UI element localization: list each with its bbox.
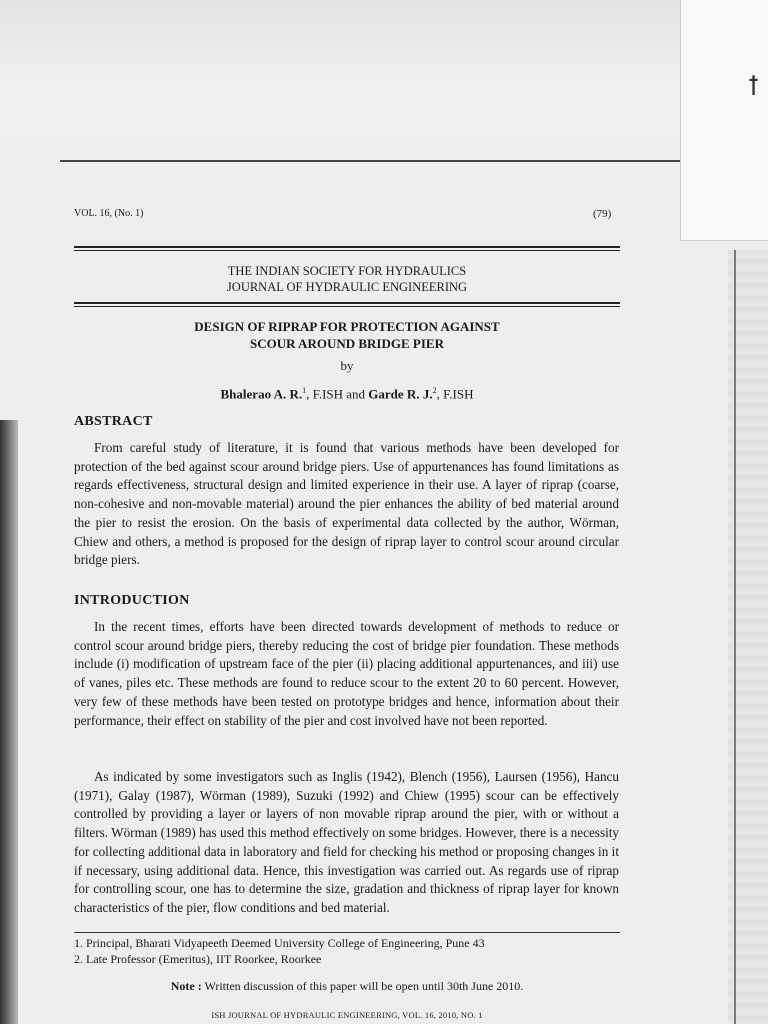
article-title — [74, 318, 620, 352]
author-1-suffix: , F.ISH and — [306, 386, 369, 402]
right-page-border — [734, 250, 736, 1024]
author-1-name: Bhalerao A. R. — [220, 386, 303, 402]
journal-name: JOURNAL OF HYDRAULIC ENGINEERING — [226, 280, 468, 294]
scan-top-margin — [0, 0, 768, 170]
title-line-2: SCOUR AROUND BRIDGE PIER — [250, 336, 444, 351]
author-2-suffix: , F.ISH — [436, 386, 474, 402]
author-1-sup: 1 — [302, 386, 307, 395]
header-rule-top — [74, 246, 620, 251]
journal-masthead — [74, 263, 620, 295]
journal-page — [60, 190, 620, 1024]
volume-label: VOL. 16, (No. 1) — [74, 208, 144, 219]
introduction-heading: INTRODUCTION — [74, 593, 190, 608]
page-number: (79) — [593, 208, 612, 220]
discussion-note — [74, 979, 620, 994]
adjacent-page-edge — [680, 0, 768, 241]
introduction-paragraph-1: In the recent times, efforts have been directed towards development of methods to reduce or control scour around bridge piers, thereby reducing the cost of bridge pier foundation. These methods include (i) modification of upstream face of the pier (ii) placing additional appurtenances, and iii) use of vanes, piles etc. These methods are found to reduce scour to the extent 20 to 60 percent. However, very few of these methods have been tested on prototype bridges and hence, information about their performance, their effect on stability of the pier and cost involved have not been reported. — [74, 619, 619, 728]
abstract-heading: ABSTRACT — [74, 414, 153, 429]
scan-rule — [60, 160, 760, 162]
handwritten-mark: ꝉ — [748, 72, 760, 101]
title-line-1: DESIGN OF RIPRAP FOR PROTECTION AGAINST — [194, 319, 500, 334]
by-label: by — [340, 358, 354, 373]
footnote-rule — [74, 932, 620, 933]
footnote-2: 2. Late Professor (Emeritus), IIT Roorkee, Roorkee — [74, 952, 322, 966]
society-name: THE INDIAN SOCIETY FOR HYDRAULICS — [227, 264, 467, 278]
book-binding — [0, 420, 18, 1024]
note-label: Note : — [170, 979, 202, 993]
footnote-1: 1. Principal, Bharati Vidyapeeth Deemed University College of Engineering, Pune 43 — [74, 936, 485, 950]
introduction-paragraph-2: As indicated by some investigators such as Inglis (1942), Blench (1956), Laursen (1956), Hancu (1971), Galay (1987), Wörman (1989), Suzuki (1992) and Chiew (1995) scour can be effectively controlled by providing a layer or layers of non movable riprap around the pier, with or without a filters. Wörman (1989) has used this method effectively on some bridges. However, there is a necessity for collecting additional data in laboratory and field for checking his method or proposing changes in it if necessary, using additional data. Hence, this investigation was carried out. As regards use of riprap for controlling scour, one has to determine the size, gradation and thickness of riprap layer for known characteristics of the pier, flow conditions and bed material. — [74, 769, 619, 915]
note-text: Written discussion of this paper will be open until 30th June 2010. — [201, 979, 524, 993]
page-footer: ISH JOURNAL OF HYDRAULIC ENGINEERING, VOL. 16, 2010, NO. 1 — [211, 1010, 483, 1020]
abstract-text: From careful study of literature, it is found that various methods have been developed for protection of the bed against scour around bridge piers. Use of appurtenances has found limitations as regards effectiveness, structural design and limited experience in their use. A layer of riprap (coarse, non-cohesive and non-movable material) around the pier enhances the ability of bed material around the pier to resist the erosion. On the basis of experimental data collected by the author, Wörman, Chiew and others, a method is proposed for the design of riprap layer to control scour around circular bridge piers. — [74, 440, 619, 568]
author-2-name: Garde R. J. — [368, 386, 433, 402]
author-line — [74, 386, 620, 402]
header-rule-bottom — [74, 302, 620, 307]
author-2-sup: 2 — [432, 386, 437, 395]
